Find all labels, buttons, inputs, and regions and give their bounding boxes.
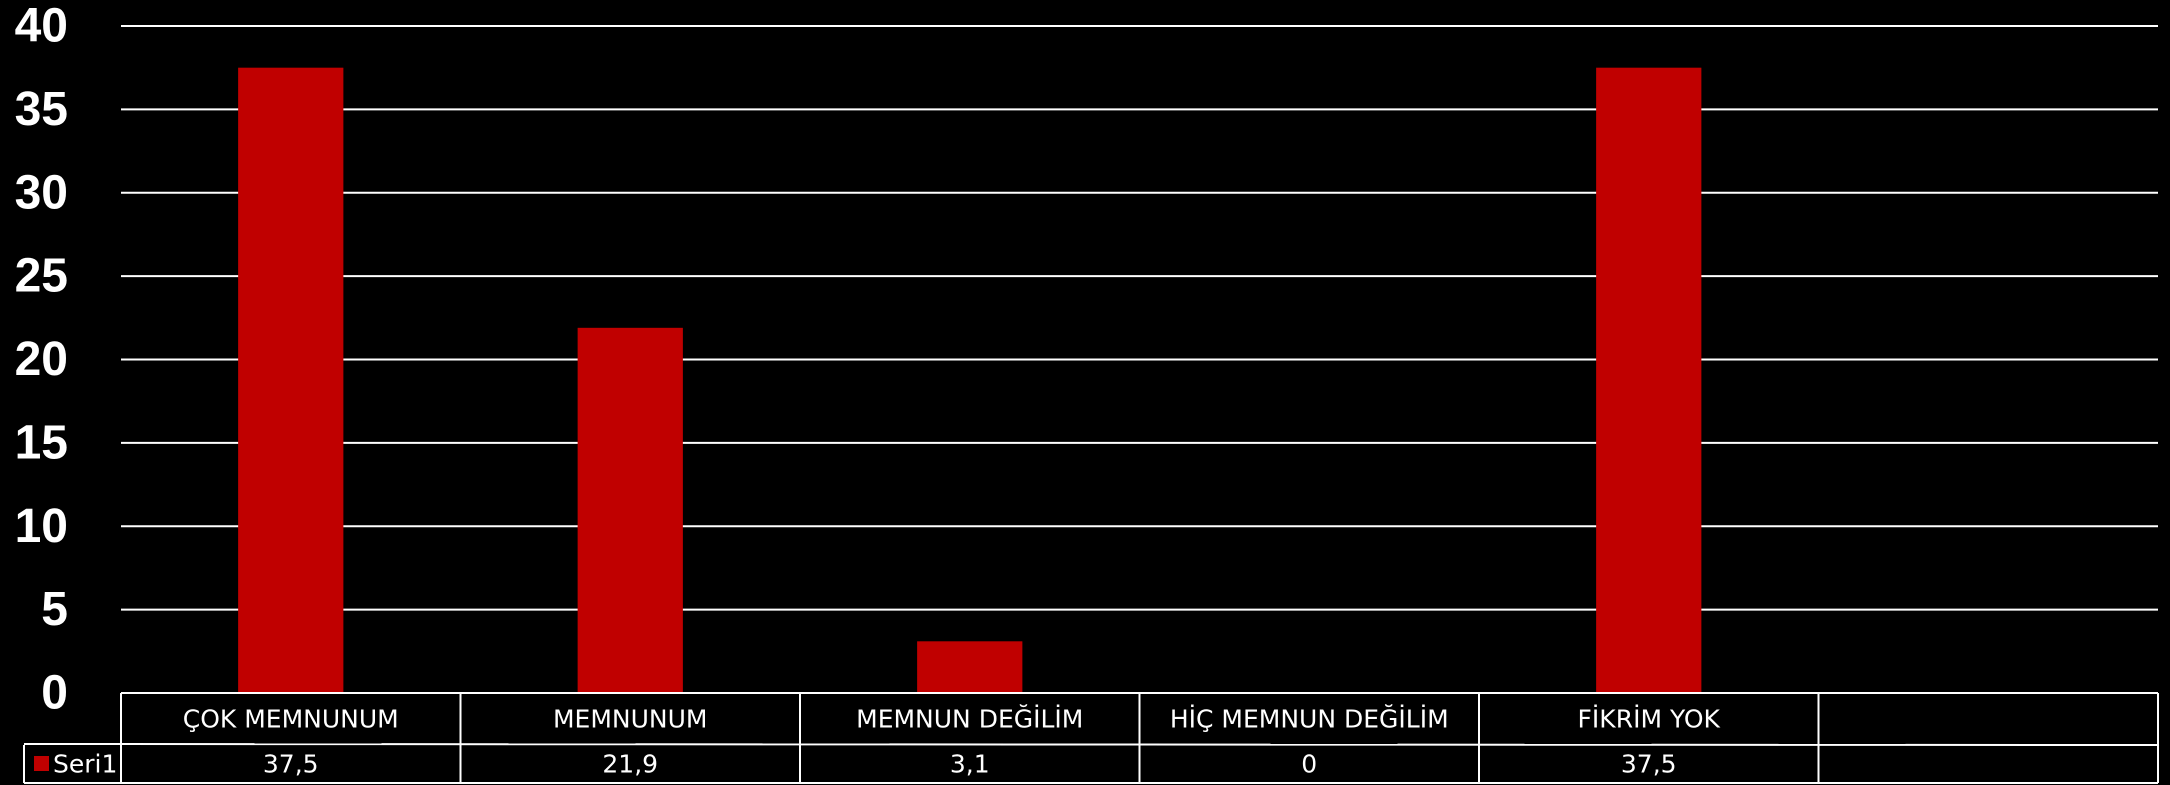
- bars: [238, 68, 1701, 693]
- gridlines: [121, 26, 2158, 610]
- data-label: 0: [1301, 749, 1318, 779]
- data-label: 3,1: [949, 749, 990, 779]
- bar: [1596, 68, 1701, 693]
- category-label: ÇOK MEMNUNUM: [182, 704, 399, 734]
- y-tick-label: 10: [14, 499, 68, 553]
- y-tick-label: 5: [41, 583, 68, 637]
- bar: [917, 641, 1022, 693]
- y-tick-label: 35: [14, 82, 68, 136]
- table-row-divider: [24, 744, 2158, 745]
- category-label: HİÇ MEMNUN DEĞİLİM: [1169, 704, 1449, 734]
- category-label: MEMNUN DEĞİLİM: [856, 704, 1084, 734]
- y-tick-label: 40: [14, 0, 68, 53]
- legend-label: Seri1: [53, 749, 118, 779]
- data-table: [24, 693, 2158, 783]
- data-label: 21,9: [602, 749, 659, 779]
- y-tick-label: 0: [41, 666, 68, 720]
- category-label: MEMNUNUM: [552, 704, 708, 734]
- bar: [578, 328, 683, 693]
- category-label: FİKRİM YOK: [1577, 704, 1720, 734]
- y-tick-label: 25: [14, 249, 68, 303]
- data-label: 37,5: [262, 749, 319, 779]
- y-axis: [15, 0, 68, 720]
- legend-swatch: [34, 756, 49, 771]
- y-tick-label: 15: [14, 416, 68, 470]
- y-tick-label: 20: [14, 333, 68, 386]
- bar: [238, 68, 343, 693]
- data-label: 37,5: [1620, 749, 1677, 779]
- y-tick-label: 30: [14, 166, 68, 220]
